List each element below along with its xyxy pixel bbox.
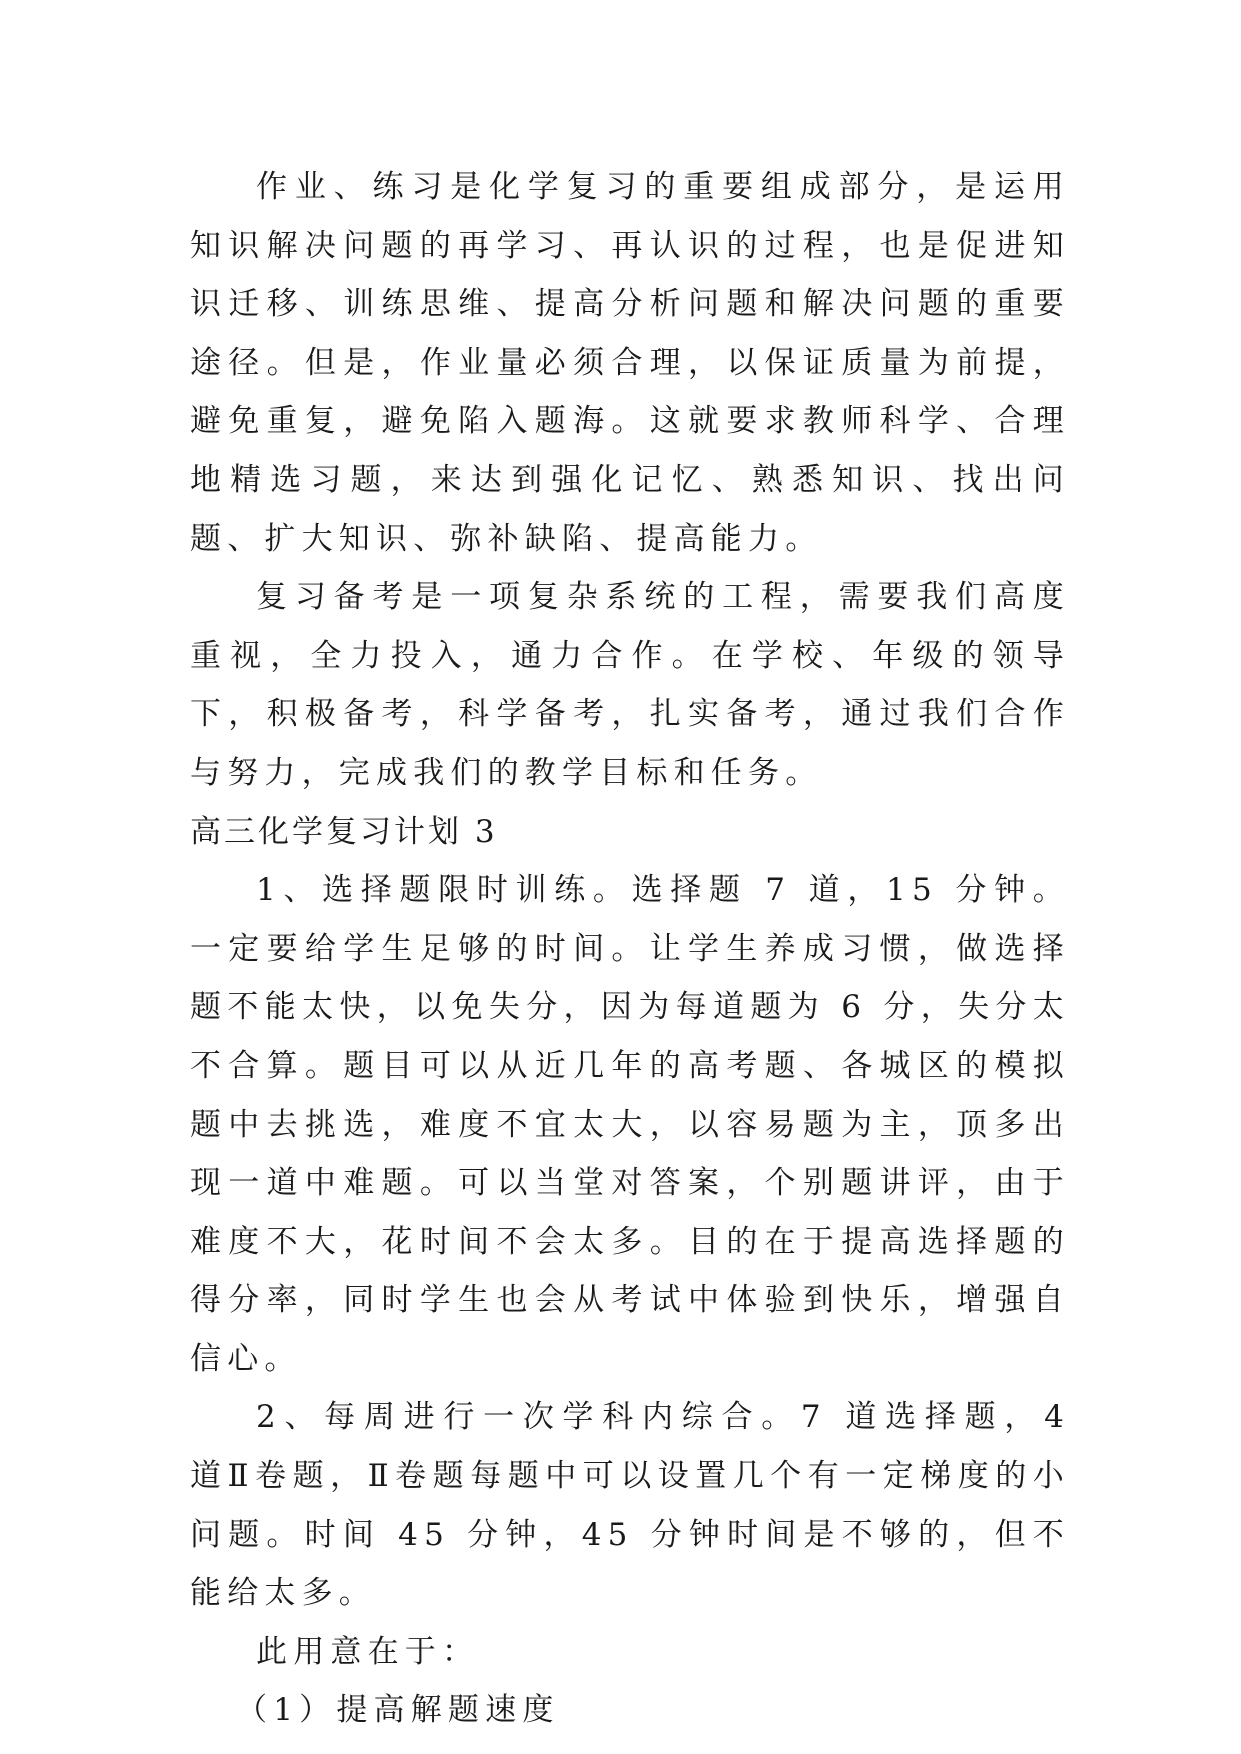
paragraph-homework: 作业、练习是化学复习的重要组成部分，是运用知识解决问题的再学习、再认识的过程，也是促进知识迁移、训练思维、提高分析问题和解决问题的重要途径。但是，作业量必须合理，以保证质量为前提，避免重复，避免陷入题海。这就要求教师科学、合理地精选习题，来达到强化记忆、熟悉知识、找出问题、扩大知识、弥补缺陷、提高能力。: [190, 169, 1070, 557]
purpose-intro: 此用意在于：: [256, 1633, 480, 1670]
sub-item-1: （1）提高解题速度: [236, 1692, 560, 1729]
point-2: 2、每周进行一次学科内综合。7 道选择题，4 道Ⅱ卷题，Ⅱ卷题每题中可以设置几个有一定梯度的小问题。时间 45 分钟，45 分钟时间是不够的，但不能给太多。: [190, 1399, 1070, 1612]
point-1: 1、选择题限时训练。选择题 7 道，15 分钟。一定要给学生足够的时间。让学生养成习惯，做选择题不能太快，以免失分，因为每道题为 6 分，失分太不合算。题目可以从近几年的高考题、各城区的模拟题中去挑选，难度不宜太大，以容易题为主，顶多出现一道中难题。可以当堂对答案，个别题讲评，由于难度不大，花时间不会太多。目的在于提高选择题的得分率，同时学生也会从考试中体验到快乐，增强自信心。: [190, 872, 1070, 1377]
section-heading: 高三化学复习计划 3: [190, 813, 498, 850]
paragraph-review-prep: 复习备考是一项复杂系统的工程，需要我们高度重视，全力投入，通力合作。在学校、年级的领导下，积极备考，科学备考，扎实备考，通过我们合作与努力，完成我们的教学目标和任务。: [190, 579, 1070, 791]
document-body: [190, 158, 1070, 1740]
